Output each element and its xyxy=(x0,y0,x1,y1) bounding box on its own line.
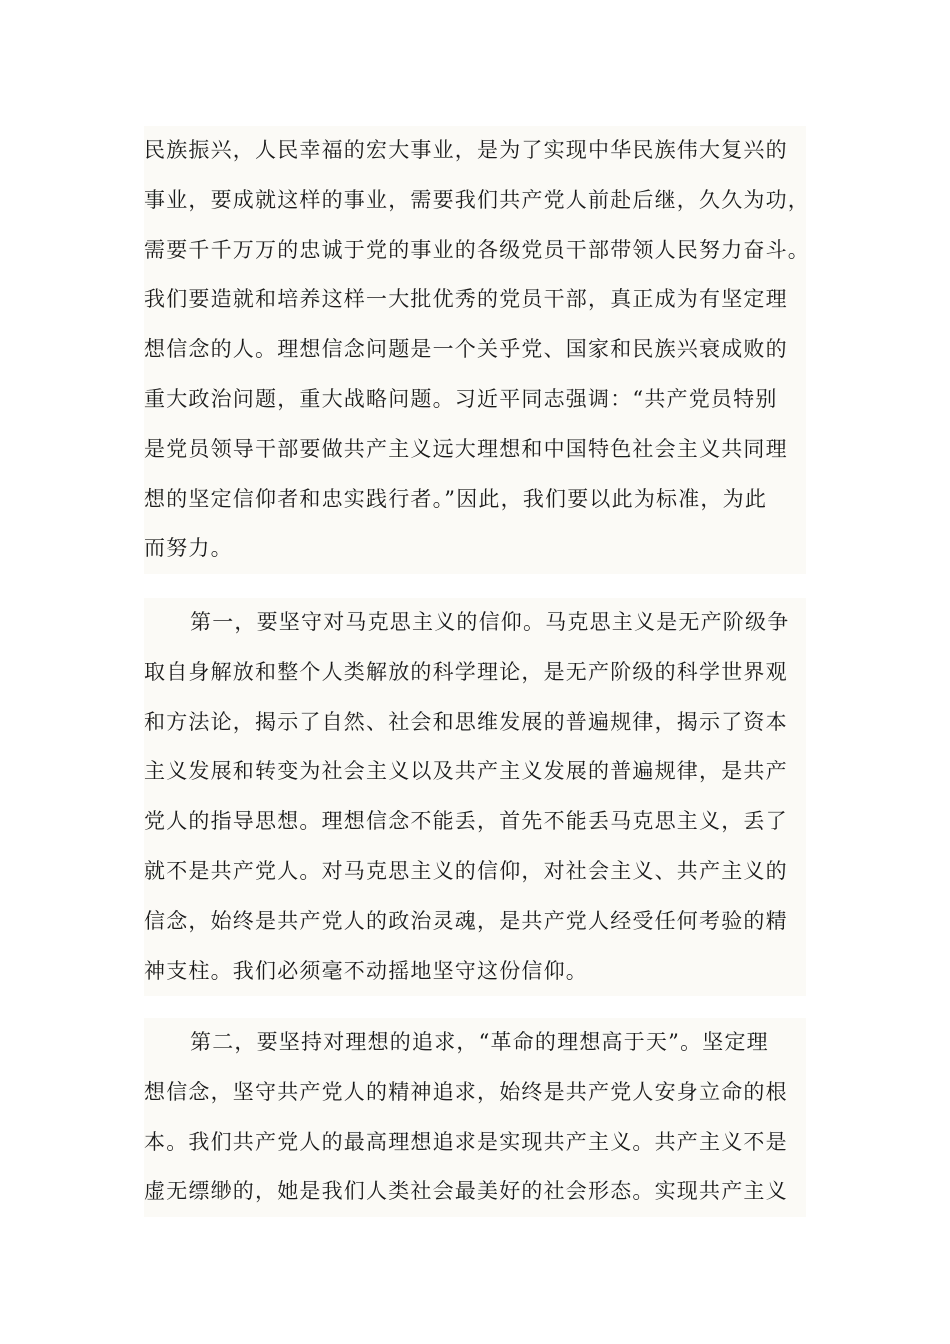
text-line: 需要千千万万的忠诚于党的事业的各级党员干部带领人民努力奋斗。 xyxy=(144,237,810,262)
paragraph-continuation xyxy=(144,126,810,574)
text-line: 主义发展和转变为社会主义以及共产主义发展的普遍规律，是共产 xyxy=(144,759,788,784)
text-line: 虚无缥缈的，她是我们人类社会最美好的社会形态。实现共产主义 xyxy=(144,1179,788,1204)
text-line: 我们要造就和培养这样一大批优秀的党员干部，真正成为有坚定理 xyxy=(144,287,788,312)
text-line: 是党员领导干部要做共产主义远大理想和中国特色社会主义共同理 xyxy=(144,436,788,461)
text-line: 神支柱。我们必须毫不动摇地坚守这份信仰。 xyxy=(144,958,588,983)
text-line: 而努力。 xyxy=(144,536,233,561)
text-line: 信念，始终是共产党人的政治灵魂，是共产党人经受任何考验的精 xyxy=(144,908,788,933)
text-line: 民族振兴，人民幸福的宏大事业，是为了实现中华民族伟大复兴的 xyxy=(144,138,788,162)
text-line: 想信念，坚守共产党人的精神追求，始终是共产党人安身立命的根 xyxy=(144,1079,788,1104)
text-line: 想的坚定信仰者和忠实践行者。”因此，我们要以此为标准，为此 xyxy=(144,486,768,511)
text-line: 就不是共产党人。对马克思主义的信仰，对社会主义、共产主义的 xyxy=(144,858,788,883)
text-line: 第一，要坚守对马克思主义的信仰。马克思主义是无产阶级争 xyxy=(190,610,790,634)
text-line: 第二，要坚持对理想的追求，“革命的理想高于天”。坚定理 xyxy=(190,1030,769,1054)
text-line: 取自身解放和整个人类解放的科学理论，是无产阶级的科学世界观 xyxy=(144,659,788,684)
text-line: 党人的指导思想。理想信念不能丢，首先不能丢马克思主义，丢了 xyxy=(144,809,788,834)
text-line: 事业，要成就这样的事业，需要我们共产党人前赴后继，久久为功， xyxy=(144,187,810,212)
text-line: 和方法论，揭示了自然、社会和思维发展的普遍规律，揭示了资本 xyxy=(144,709,788,734)
paragraph-first-point xyxy=(144,598,806,996)
paragraph-second-point xyxy=(144,1018,806,1217)
text-line: 本。我们共产党人的最高理想追求是实现共产主义。共产主义不是 xyxy=(144,1129,788,1154)
text-line: 想信念的人。理想信念问题是一个关乎党、国家和民族兴衰成败的 xyxy=(144,337,788,362)
text-line: 重大政治问题，重大战略问题。习近平同志强调：“共产党员特别 xyxy=(144,386,778,411)
